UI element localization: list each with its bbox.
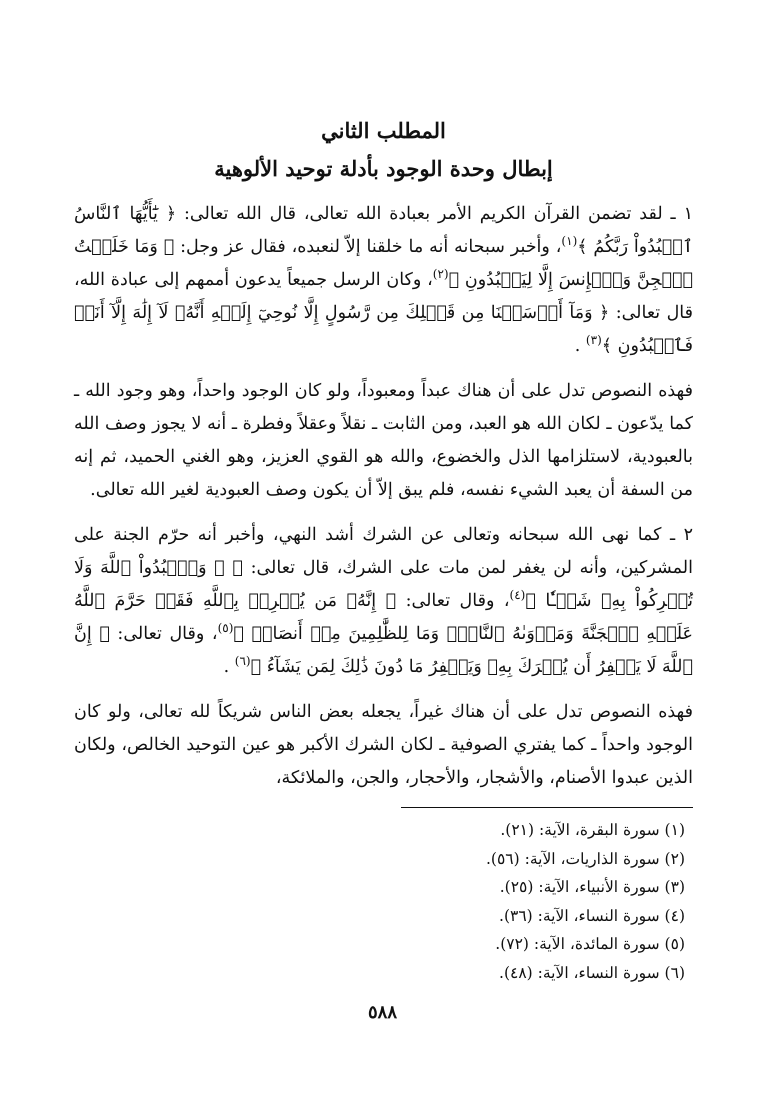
paragraph-1-text-b: ، وأخبر سبحانه أنه ما خلقنا إلاّ لنعبده، فقال عز وجل:: [180, 237, 562, 257]
footnote-4: (٤) سورة النساء، الآية: (٣٦).: [499, 906, 685, 925]
footnote-ref-2: (٢): [432, 267, 449, 282]
paragraph-1-text-a: ١ ـ لقد تضمن القرآن الكريم الأمر بعبادة الله تعالى، قال الله تعالى:: [183, 204, 693, 224]
quran-verse-1: يَٰٓأَيُّهَا ٱلنَّاسُ ٱعۡبُدُواْ رَبَّكُمُ: [74, 204, 693, 257]
paragraph-4: فهذه النصوص تدل على أن هناك غيراً، يجعله بعض الناس شريكاً لله تعالى، ولو كان الوجود واحداً ـ كما يفتري الصوفية ـ لكان الشرك الأكبر هو عين التوحيد الخالص، ولكان الذين عبدوا الأصنام، والأشجار، والأحجار، والجن، والملائكة،: [74, 702, 693, 788]
footnote-1: (١) سورة البقرة، الآية: (٢١).: [500, 821, 685, 839]
footnotes-list: [74, 816, 693, 987]
quran-bracket-close: ﴾: [601, 336, 613, 356]
paragraph-1-end: .: [574, 336, 581, 356]
quran-bracket-close: ﴾: [448, 270, 460, 290]
quran-bracket-close: ﴾: [233, 624, 244, 644]
section-heading: المطلب الثاني: [321, 118, 446, 143]
quran-verse-6: إِنَّ ٱللَّهَ لَا يَغۡفِرُ أَن يُشۡرَكَ بِهِۦ وَيَغۡفِرُ مَا دُونَ ذَٰلِكَ لِمَن يَشَآءُ: [74, 624, 693, 677]
quran-bracket-open: ﴿: [385, 591, 397, 611]
paragraph-3-text-b: ، وقال تعالى:: [405, 591, 510, 611]
quran-bracket-open: ﴿: [232, 558, 243, 578]
footnote-2: (٢) سورة الذاريات، الآية: (٥٦).: [485, 849, 685, 868]
quran-bracket-open: ﴿: [99, 624, 110, 644]
paragraph-3-text-c: ، وقال تعالى:: [117, 624, 218, 644]
quran-bracket-close: ﴾: [577, 237, 588, 257]
footnote-ref-4: (٤): [509, 588, 526, 603]
quran-verse-3: وَمَآ أَرۡسَلۡنَا مِن قَبۡلِكَ مِن رَّسُولٍ إِلَّا نُوحِيٓ إِلَيۡهِ أَنَّهُۥ لَآ إِلَٰهَ إِلَّآ أَنَا۠ فَٱعۡبُدُونِ: [74, 303, 693, 356]
paragraph-3: [74, 519, 693, 684]
quran-verse-2: وَمَا خَلَقۡتُ ٱلۡجِنَّ وَٱلۡإِنسَ إِلَّا لِيَعۡبُدُونِ: [74, 237, 693, 290]
quran-bracket-close: ﴾: [525, 591, 536, 611]
footnote-3: (٣) سورة الأنبياء، الآية: (٢٥).: [499, 878, 685, 896]
footnote-divider: [401, 807, 693, 808]
quran-bracket-open: ﴿: [598, 303, 610, 323]
footnote-ref-5: (٥): [217, 621, 234, 636]
paragraph-2: فهذه النصوص تدل على أن هناك عبداً ومعبوداً، ولو كان الوجود واحداً، وهو وجود الله ـ كما يدّعون ـ لكان الله هو العبد، ومن الثابت ـ نقلاً وعقلاً وفطرة ـ أنه لا يجوز وصف الله بالعبودية، لاستلزامها الذل والخضوع، والله هو القوي العزيز، وهو الغني الحميد، ثم إنه من السفة أن يعبد الشيء نفسه، فلم يبق إلاّ أن يكون وصف العبودية لغير الله تعالى.: [74, 381, 693, 500]
footnote-6: (٦) سورة النساء، الآية: (٤٨).: [499, 963, 685, 982]
footnote-5: (٥) سورة المائدة، الآية: (٧٢).: [495, 935, 685, 953]
paragraph-3-end: .: [223, 657, 230, 677]
page-title: إبطال وحدة الوجود بأدلة توحيد الألوهية: [214, 156, 553, 181]
quran-verse-4: ۞ وَٱعۡبُدُواْ ٱللَّهَ وَلَا تُشۡرِكُواْ بِهِۦ شَيۡـٔٗا: [74, 558, 693, 611]
quran-bracket-close: ﴾: [250, 657, 262, 677]
paragraph-1-text-c: ، وكان الرسل جميعاً يدعون أممهم إلى عبادة الله، قال تعالى:: [74, 270, 693, 323]
paragraph-1: [74, 198, 693, 363]
footnote-ref-1: (١): [561, 234, 578, 249]
page-number: ٥٨٨: [367, 1002, 397, 1023]
quran-verse-5: إِنَّهُۥ مَن يُشۡرِكۡ بِٱللَّهِ فَقَدۡ حَرَّمَ ٱللَّهُ عَلَيۡهِ ٱلۡجَنَّةَ وَمَأۡوَىٰهُ ٱلنَّارُۖ وَمَا لِلظَّٰلِمِينَ مِنۡ أَنصَارٖ: [74, 591, 693, 644]
footnote-ref-3: (٣): [585, 333, 602, 348]
quran-bracket-open: ﴿: [163, 237, 175, 257]
paragraph-3-text-a: ٢ ـ كما نهى الله سبحانه وتعالى عن الشرك أشد النهي، وأخبر أنه حرّم الجنة على المشركين، وأنه لن يغفر لمن مات على الشرك، قال تعالى:: [74, 525, 693, 578]
footnote-ref-6: (٦): [234, 654, 251, 669]
quran-bracket-open: ﴿: [165, 204, 177, 224]
